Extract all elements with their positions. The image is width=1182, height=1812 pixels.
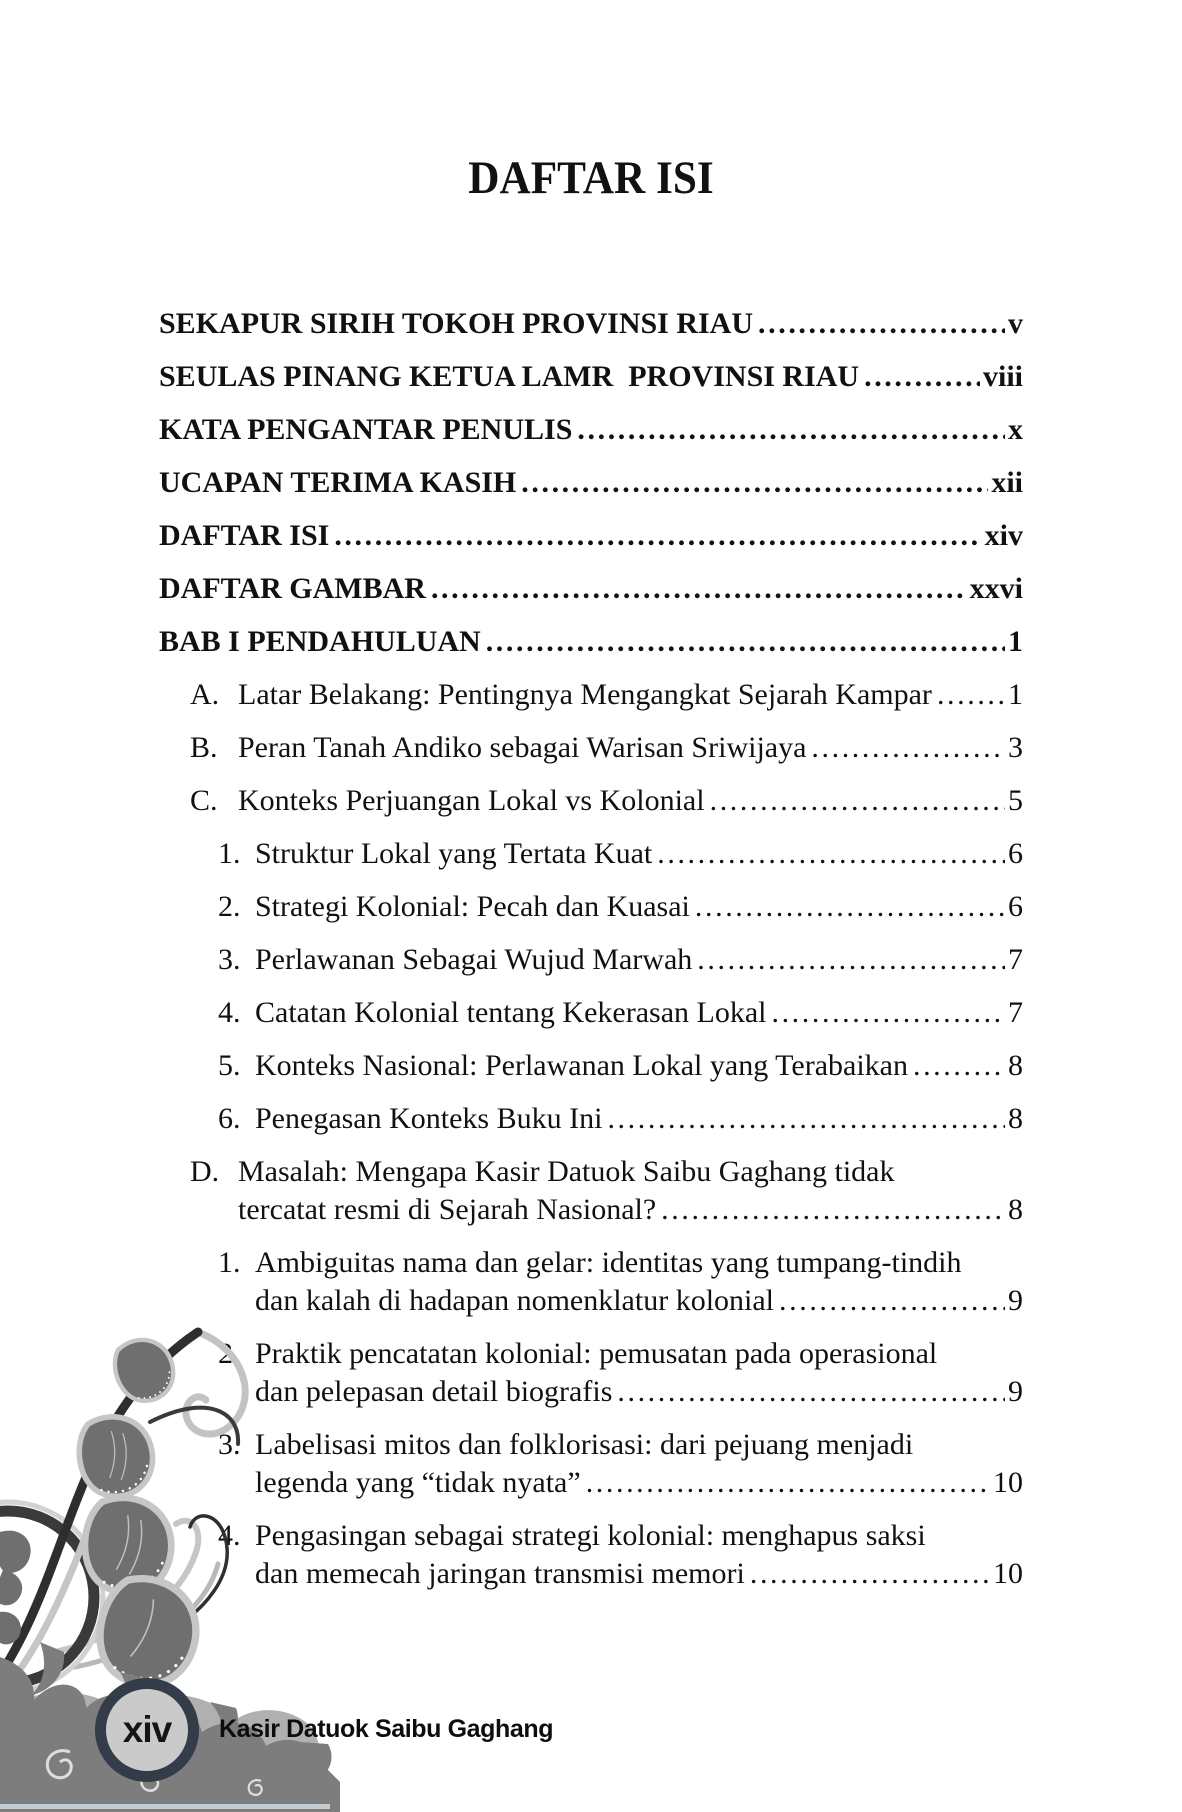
toc-entry <box>159 676 1023 714</box>
toc-entry <box>159 1244 1023 1320</box>
toc-entry-label: C. <box>190 784 218 817</box>
toc-entry-label: 3. <box>218 1428 241 1461</box>
toc-entry-text: BAB I PENDAHULUAN <box>159 625 481 658</box>
toc-entry <box>159 1100 1023 1138</box>
toc-entry-page: viii <box>982 360 1023 393</box>
toc-entry <box>159 623 1023 661</box>
toc-entry-label: 1. <box>218 837 241 870</box>
dot-leader <box>661 1191 1005 1229</box>
toc-entry <box>159 1047 1023 1085</box>
toc-entry <box>159 358 1023 396</box>
dot-leader <box>577 411 1005 449</box>
toc-entry-text: Pengasingan sebagai strategi kolonial: menghapus saksi <box>255 1519 926 1552</box>
toc-entry <box>159 517 1023 555</box>
toc-entry <box>159 570 1023 608</box>
toc-entry-page: 6 <box>1008 890 1023 923</box>
toc-entry <box>159 835 1023 873</box>
dot-leader <box>758 305 1005 343</box>
toc-entry-page: xiv <box>984 519 1023 552</box>
toc-entry-text: DAFTAR GAMBAR <box>159 572 426 605</box>
dot-leader <box>779 1282 1005 1320</box>
toc-entry-label: 5. <box>218 1049 241 1082</box>
toc-entry-page: 8 <box>1008 1102 1023 1135</box>
dot-leader <box>913 1047 1005 1085</box>
toc-entry-text: Konteks Perjuangan Lokal vs Kolonial <box>238 784 705 817</box>
dot-leader <box>431 570 967 608</box>
toc-entry-label: 4. <box>218 1519 241 1552</box>
toc-entry-text: Strategi Kolonial: Pecah dan Kuasai <box>255 890 690 923</box>
dot-leader <box>607 1100 1005 1138</box>
toc-entry-page: xii <box>991 466 1023 499</box>
toc-entry-text: Masalah: Mengapa Kasir Datuok Saibu Gaghang tidak <box>238 1155 895 1188</box>
dot-leader <box>750 1555 990 1593</box>
toc-entry-page: 1 <box>1008 678 1023 711</box>
toc-entry-page: 1 <box>1008 625 1023 658</box>
toc-entry <box>159 305 1023 343</box>
toc-entry-page: 10 <box>993 1466 1023 1499</box>
toc-entry-page: 3 <box>1008 731 1023 764</box>
page-number-badge <box>95 1678 199 1782</box>
toc-entry-text: Catatan Kolonial tentang Kekerasan Lokal <box>255 996 767 1029</box>
toc-entry-page: xxvi <box>969 572 1023 605</box>
toc-entry-text: legenda yang “tidak nyata” <box>255 1466 581 1499</box>
toc-entry <box>159 941 1023 979</box>
toc-entry-label: 1. <box>218 1246 241 1279</box>
dot-leader <box>710 782 1005 820</box>
dot-leader <box>334 517 981 555</box>
toc-entry-label: 6. <box>218 1102 241 1135</box>
toc-entry-page: 9 <box>1008 1375 1023 1408</box>
dot-leader <box>586 1464 990 1502</box>
toc-entry <box>159 411 1023 449</box>
toc-entry-label: 4. <box>218 996 241 1029</box>
toc-entry-page: 10 <box>993 1557 1023 1590</box>
dot-leader <box>486 623 1005 661</box>
toc-entry-text: Praktik pencatatan kolonial: pemusatan pada operasional <box>255 1337 938 1370</box>
page-title: DAFTAR ISI <box>468 152 714 204</box>
toc-entry <box>159 782 1023 820</box>
toc-entry-text: KATA PENGANTAR PENULIS <box>159 413 573 446</box>
toc-entry <box>159 1153 1023 1229</box>
toc-entry-text: Penegasan Konteks Buku Ini <box>255 1102 603 1135</box>
toc-entry-label: 2. <box>218 890 241 923</box>
toc-entry-text: dan pelepasan detail biografis <box>255 1375 613 1408</box>
toc-entry-text: SEULAS PINANG KETUA LAMR PROVINSI RIAU <box>159 360 860 393</box>
toc-entry-text: Latar Belakang: Pentingnya Mengangkat Sejarah Kampar <box>238 678 932 711</box>
toc-entry-page: v <box>1008 307 1023 340</box>
toc-entry-text: dan memecah jaringan transmisi memori <box>255 1557 745 1590</box>
running-title: Kasir Datuok Saibu Gaghang <box>219 1715 554 1743</box>
toc-entry-page: 7 <box>1008 996 1023 1029</box>
toc-entry-text: DAFTAR ISI <box>159 519 330 552</box>
toc-entry-text: Labelisasi mitos dan folklorisasi: dari pejuang menjadi <box>255 1428 914 1461</box>
toc-entry-text: UCAPAN TERIMA KASIH <box>159 466 517 499</box>
toc-entry-text: Struktur Lokal yang Tertata Kuat <box>255 837 653 870</box>
toc-entry-text: Ambiguitas nama dan gelar: identitas yang tumpang-tindih <box>255 1246 962 1279</box>
toc-entry-text: Peran Tanah Andiko sebagai Warisan Sriwijaya <box>238 731 807 764</box>
toc-entry-label: D. <box>190 1155 220 1188</box>
toc-entry <box>159 464 1023 502</box>
toc-entry <box>159 729 1023 767</box>
dot-leader <box>811 729 1005 767</box>
toc-entry-label: 2. <box>218 1337 241 1370</box>
dot-leader <box>657 835 1005 873</box>
toc-entry-page: x <box>1008 413 1023 446</box>
toc-entry-text: Perlawanan Sebagai Wujud Marwah <box>255 943 693 976</box>
dot-leader <box>697 941 1005 979</box>
toc-entry-label: B. <box>190 731 218 764</box>
dot-leader <box>617 1373 1005 1411</box>
dot-leader <box>937 676 1005 714</box>
toc-entry-page: 6 <box>1008 837 1023 870</box>
toc-entry-text: SEKAPUR SIRIH TOKOH PROVINSI RIAU <box>159 307 754 340</box>
page-number: xiv <box>122 1709 172 1750</box>
toc-entry-text: Konteks Nasional: Perlawanan Lokal yang Terabaikan <box>255 1049 908 1082</box>
toc-entry-page: 5 <box>1008 784 1023 817</box>
dot-leader <box>695 888 1005 926</box>
toc-entry-label: 3. <box>218 943 241 976</box>
toc-entry-label: A. <box>190 678 220 711</box>
dot-leader <box>864 358 980 396</box>
toc-entry-page: 7 <box>1008 943 1023 976</box>
toc-entry <box>159 888 1023 926</box>
toc-entry-text: dan kalah di hadapan nomenklatur kolonial <box>255 1284 775 1317</box>
toc-entry-page: 8 <box>1008 1049 1023 1082</box>
toc-entry-page: 9 <box>1008 1284 1023 1317</box>
toc-entry-text: tercatat resmi di Sejarah Nasional? <box>238 1193 657 1226</box>
dot-leader <box>521 464 988 502</box>
toc-entry-page: 8 <box>1008 1193 1023 1226</box>
dot-leader <box>771 994 1005 1032</box>
toc-entry <box>159 994 1023 1032</box>
